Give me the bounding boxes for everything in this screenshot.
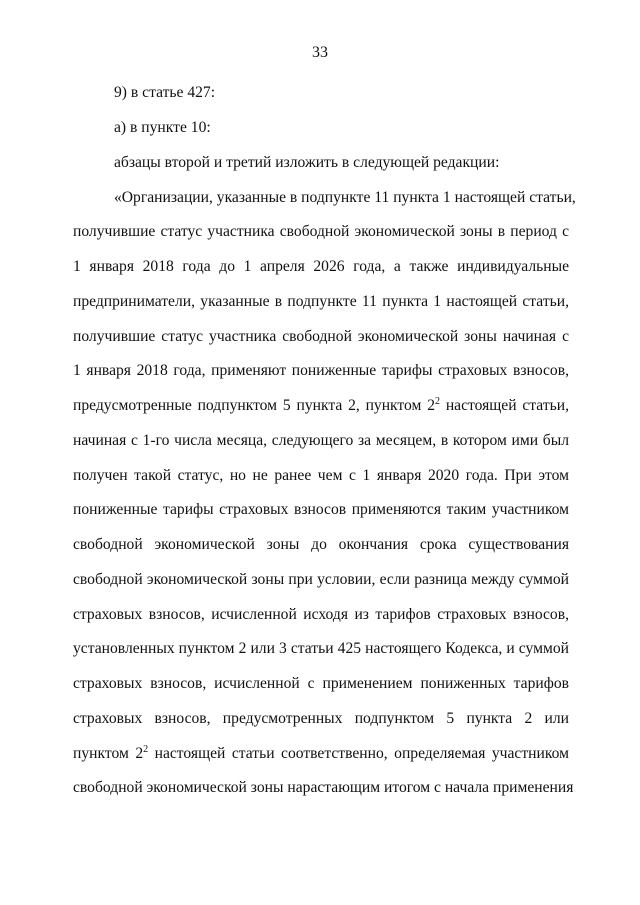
line-text: предусмотренные подпунктом 5 пункта 2, пунктом 2 bbox=[73, 397, 436, 414]
paragraph-line: установленных пунктом 2 или 3 статьи 425 настоящего Кодекса, и суммой bbox=[73, 640, 569, 657]
paragraph-line: получен такой статус, но не ранее чем с 1 января 2020 года. При этом bbox=[73, 467, 569, 484]
line-text: пунктом 2 bbox=[73, 745, 144, 762]
paragraph-line bbox=[73, 396, 569, 416]
paragraph-line: начиная с 1-го числа месяца, следующего за месяцем, в котором ими был bbox=[73, 432, 569, 449]
line-text: настоящей статьи соответственно, определяемая участником bbox=[148, 745, 570, 762]
paragraph-line: 1 января 2018 года, применяют пониженные тарифы страховых взносов, bbox=[73, 362, 569, 379]
paragraph-line: получившие статус участника свободной экономической зоны начиная с bbox=[73, 328, 569, 345]
amendment-instruction: абзацы второй и третий изложить в следующей редакции: bbox=[114, 154, 500, 171]
superscript: 2 bbox=[435, 396, 441, 407]
paragraph-line: получившие статус участника свободной экономической зоны в период с bbox=[73, 223, 569, 240]
paragraph-line: «Организации, указанные в подпункте 11 пункта 1 настоящей статьи, bbox=[114, 189, 576, 206]
paragraph-line: пониженные тарифы страховых взносов применяются таким участником bbox=[73, 501, 569, 518]
subitem-a-heading: а) в пункте 10: bbox=[114, 119, 211, 136]
paragraph-line: страховых взносов, исчисленной исходя из тарифов страховых взносов, bbox=[73, 606, 569, 623]
superscript: 2 bbox=[143, 744, 149, 755]
paragraph-line: 1 января 2018 года до 1 апреля 2026 года, а также индивидуальные bbox=[73, 258, 569, 275]
paragraph-line: свободной экономической зоны нарастающим итогом с начала применения bbox=[73, 779, 574, 796]
item-9-heading: 9) в статье 427: bbox=[114, 84, 216, 101]
paragraph-line bbox=[73, 744, 569, 764]
paragraph-line: страховых взносов, предусмотренных подпунктом 5 пункта 2 или bbox=[73, 710, 569, 727]
page-number: 33 bbox=[312, 44, 328, 61]
paragraph-line: предприниматели, указанные в подпункте 11 пункта 1 настоящей статьи, bbox=[73, 293, 569, 310]
paragraph-line: свободной экономической зоны до окончания срока существования bbox=[73, 536, 569, 553]
line-text: настоящей статьи, bbox=[440, 397, 569, 414]
paragraph-line: свободной экономической зоны при условии, если разница между суммой bbox=[73, 571, 569, 588]
paragraph-line: страховых взносов, исчисленной с применением пониженных тарифов bbox=[73, 675, 569, 692]
